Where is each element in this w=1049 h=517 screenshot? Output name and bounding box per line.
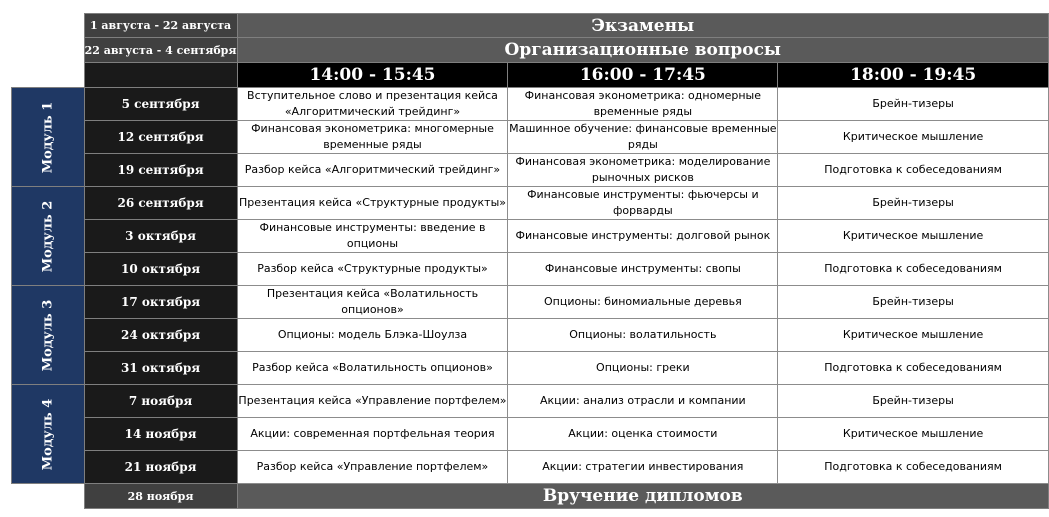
schedule-body: [12, 88, 1049, 484]
schedule-row: [12, 352, 1049, 385]
schedule-row: [12, 385, 1049, 418]
session-text: Подготовка к собеседованиям: [824, 460, 1002, 473]
session-text: Финансовые инструменты: свопы: [544, 262, 741, 275]
graduation-title: Вручение дипломов: [237, 484, 1049, 509]
session-text: Подготовка к собеседованиям: [824, 163, 1002, 176]
session-cell-slot-1: [237, 286, 508, 319]
session-cell-slot-2: [508, 385, 778, 418]
header-row-org: [12, 38, 1049, 63]
session-text: Критическое мышление: [842, 427, 984, 440]
session-text: временные ряды: [323, 138, 422, 151]
session-text: Финансовая эконометрика: моделирование: [515, 155, 771, 168]
session-cell-slot-3: [778, 253, 1049, 286]
session-text: рыночных рисков: [591, 171, 694, 184]
session-text: Разбор кейса «Волатильность опционов»: [252, 361, 493, 374]
session-text: Финансовые инструменты: долговой рынок: [515, 229, 771, 242]
time-header-row: [12, 63, 1049, 88]
session-text: Акции: современная портфельная теория: [250, 427, 495, 440]
session-date: 17 октября: [84, 286, 237, 319]
session-cell-slot-3: [778, 418, 1049, 451]
session-text: Брейн-тизеры: [872, 97, 954, 110]
time-slot-1: 14:00 - 15:45: [237, 63, 508, 88]
session-text: Опционы: волатильность: [569, 328, 717, 341]
session-text: Критическое мышление: [842, 229, 984, 242]
session-date: 14 ноября: [84, 418, 237, 451]
schedule-row: [12, 187, 1049, 220]
session-date: 10 октября: [84, 253, 237, 286]
time-slot-2: 16:00 - 17:45: [508, 63, 778, 88]
session-cell-slot-1: [237, 121, 508, 154]
session-cell-slot-1: [237, 220, 508, 253]
module-label: [12, 385, 85, 484]
blank-cell: [12, 484, 85, 509]
session-cell-slot-2: [508, 319, 778, 352]
footer-row: [12, 484, 1049, 509]
session-cell-slot-1: [237, 319, 508, 352]
graduation-date: 28 ноября: [84, 484, 237, 509]
exams-title: Экзамены: [237, 14, 1049, 38]
session-text: Разбор кейса «Алгоритмический трейдинг»: [244, 163, 501, 176]
blank-cell: [12, 14, 85, 38]
session-text: Разбор кейса «Структурные продукты»: [257, 262, 488, 275]
module-label-text: Модуль 2: [40, 200, 56, 272]
session-text: Финансовые инструменты: фьючерсы и форварды: [527, 188, 759, 217]
session-cell-slot-1: [237, 451, 508, 484]
session-cell-slot-3: [778, 121, 1049, 154]
session-cell-slot-1: [237, 385, 508, 418]
session-text: Брейн-тизеры: [872, 394, 954, 407]
session-date: 3 октября: [84, 220, 237, 253]
session-cell-slot-3: [778, 187, 1049, 220]
session-text: Финансовая эконометрика: одномерные: [524, 89, 762, 102]
org-title: Организационные вопросы: [237, 38, 1049, 63]
session-cell-slot-2: [508, 88, 778, 121]
session-text: Брейн-тизеры: [872, 295, 954, 308]
schedule-table: [11, 13, 1049, 509]
session-text: «Алгоритмический трейдинг»: [284, 105, 461, 118]
session-cell-slot-1: [237, 253, 508, 286]
session-cell-slot-3: [778, 352, 1049, 385]
session-text: Разбор кейса «Управление портфелем»: [256, 460, 489, 473]
session-text: Брейн-тизеры: [872, 196, 954, 209]
session-date: 31 октября: [84, 352, 237, 385]
session-text: Акции: оценка стоимости: [568, 427, 718, 440]
blank-cell: [12, 38, 85, 63]
module-label: [12, 187, 85, 286]
session-cell-slot-2: [508, 154, 778, 187]
schedule-row: [12, 220, 1049, 253]
session-date: 19 сентября: [84, 154, 237, 187]
org-dates: 22 августа - 4 сентября: [84, 38, 237, 63]
session-date: 21 ноября: [84, 451, 237, 484]
session-text: временные ряды: [593, 105, 693, 118]
session-cell-slot-3: [778, 451, 1049, 484]
header-row-exams: [12, 14, 1049, 38]
module-label-text: Модуль 4: [40, 398, 56, 470]
schedule-row: [12, 121, 1049, 154]
session-text: Подготовка к собеседованиям: [824, 361, 1002, 374]
session-date: 7 ноября: [84, 385, 237, 418]
session-cell-slot-2: [508, 352, 778, 385]
session-text: Опционы: биномиальные деревья: [544, 295, 742, 308]
session-date: 5 сентября: [84, 88, 237, 121]
session-cell-slot-2: [508, 187, 778, 220]
schedule-row: [12, 253, 1049, 286]
session-cell-slot-1: [237, 418, 508, 451]
session-cell-slot-1: [237, 154, 508, 187]
session-text: Критическое мышление: [842, 130, 984, 143]
session-text: Финансовая эконометрика: многомерные: [251, 122, 494, 135]
session-cell-slot-3: [778, 154, 1049, 187]
module-label: [12, 286, 85, 385]
exam-dates: 1 августа - 22 августа: [84, 14, 237, 38]
session-text: Машинное обучение: финансовые временные ряды: [509, 122, 777, 151]
session-text: Презентация кейса «Структурные продукты»: [238, 196, 507, 209]
module-label-text: Модуль 3: [40, 299, 56, 371]
schedule-row: [12, 451, 1049, 484]
schedule-row: [12, 418, 1049, 451]
schedule-row: [12, 286, 1049, 319]
session-text: Опционы: греки: [596, 361, 690, 374]
session-text: Презентация кейса «Управление портфелем»: [238, 394, 507, 407]
session-cell-slot-2: [508, 121, 778, 154]
session-cell-slot-3: [778, 220, 1049, 253]
session-date: 26 сентября: [84, 187, 237, 220]
session-text: Критическое мышление: [842, 328, 984, 341]
session-cell-slot-3: [778, 286, 1049, 319]
schedule-row: [12, 154, 1049, 187]
session-date: 12 сентября: [84, 121, 237, 154]
session-text: Презентация кейса «Волатильность опционов»: [266, 287, 479, 316]
session-text: Финансовые инструменты: введение в опционы: [259, 221, 486, 250]
session-cell-slot-1: [237, 88, 508, 121]
session-cell-slot-3: [778, 88, 1049, 121]
session-cell-slot-2: [508, 286, 778, 319]
time-header-blank: [84, 63, 237, 88]
session-text: Акции: анализ отрасли и компании: [540, 394, 746, 407]
session-cell-slot-2: [508, 451, 778, 484]
session-cell-slot-1: [237, 187, 508, 220]
session-text: Опционы: модель Блэка-Шоулза: [277, 328, 468, 341]
session-cell-slot-3: [778, 385, 1049, 418]
session-date: 24 октября: [84, 319, 237, 352]
session-cell-slot-3: [778, 319, 1049, 352]
module-label: [12, 88, 85, 187]
blank-cell: [12, 63, 85, 88]
time-slot-3: 18:00 - 19:45: [778, 63, 1049, 88]
session-cell-slot-2: [508, 220, 778, 253]
session-text: Вступительное слово и презентация кейса: [247, 89, 498, 102]
session-cell-slot-2: [508, 253, 778, 286]
session-cell-slot-2: [508, 418, 778, 451]
module-label-text: Модуль 1: [40, 101, 56, 173]
session-text: Акции: стратегии инвестирования: [542, 460, 744, 473]
session-text: Подготовка к собеседованиям: [824, 262, 1002, 275]
session-cell-slot-1: [237, 352, 508, 385]
schedule-row: [12, 88, 1049, 121]
schedule-row: [12, 319, 1049, 352]
